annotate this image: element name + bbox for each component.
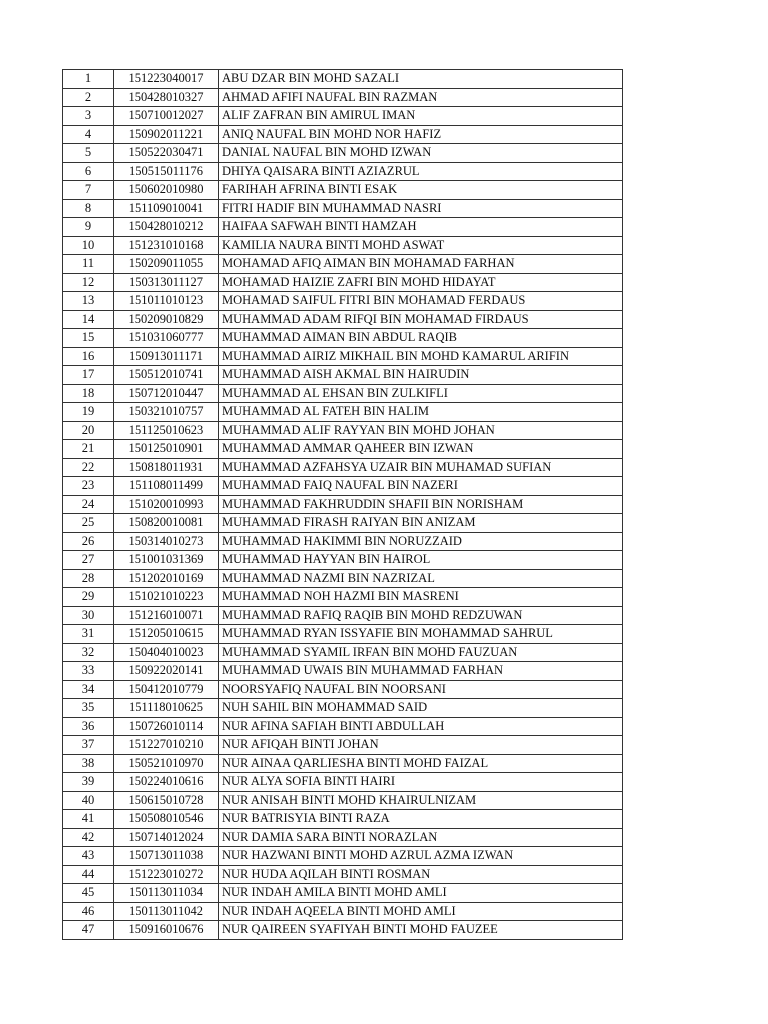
student-id-cell: 150321010757 xyxy=(114,403,219,422)
table-row xyxy=(63,662,623,681)
student-name-cell: NUR AFIQAH BINTI JOHAN xyxy=(219,736,623,755)
student-id-cell: 150113011034 xyxy=(114,884,219,903)
table-row xyxy=(63,236,623,255)
student-name-cell: ABU DZAR BIN MOHD SAZALI xyxy=(219,70,623,89)
table-row xyxy=(63,162,623,181)
student-name-cell: MUHAMMAD HAYYAN BIN HAIROL xyxy=(219,551,623,570)
table-row xyxy=(63,884,623,903)
student-name-cell: NUR AFINA SAFIAH BINTI ABDULLAH xyxy=(219,717,623,736)
student-name-cell: NUR QAIREEN SYAFIYAH BINTI MOHD FAUZEE xyxy=(219,921,623,940)
row-number-cell: 9 xyxy=(63,218,114,237)
table-row xyxy=(63,643,623,662)
table-row xyxy=(63,699,623,718)
student-id-cell: 151223010272 xyxy=(114,865,219,884)
table-row xyxy=(63,847,623,866)
table-row xyxy=(63,625,623,644)
row-number-cell: 40 xyxy=(63,791,114,810)
table-row xyxy=(63,292,623,311)
row-number-cell: 43 xyxy=(63,847,114,866)
student-name-cell: NUR ANISAH BINTI MOHD KHAIRULNIZAM xyxy=(219,791,623,810)
student-name-cell: NUR INDAH AMILA BINTI MOHD AMLI xyxy=(219,884,623,903)
student-id-cell: 150224010616 xyxy=(114,773,219,792)
table-row xyxy=(63,532,623,551)
table-row xyxy=(63,347,623,366)
table-row xyxy=(63,70,623,89)
student-id-cell: 151118010625 xyxy=(114,699,219,718)
table-row xyxy=(63,810,623,829)
student-name-cell: NUR HUDA AQILAH BINTI ROSMAN xyxy=(219,865,623,884)
table-row xyxy=(63,921,623,940)
student-id-cell: 150726010114 xyxy=(114,717,219,736)
row-number-cell: 33 xyxy=(63,662,114,681)
student-name-cell: FARIHAH AFRINA BINTI ESAK xyxy=(219,181,623,200)
row-number-cell: 35 xyxy=(63,699,114,718)
row-number-cell: 7 xyxy=(63,181,114,200)
table-row xyxy=(63,828,623,847)
table-row xyxy=(63,551,623,570)
row-number-cell: 22 xyxy=(63,458,114,477)
student-name-cell: MUHAMMAD ADAM RIFQI BIN MOHAMAD FIRDAUS xyxy=(219,310,623,329)
row-number-cell: 34 xyxy=(63,680,114,699)
student-name-cell: MUHAMMAD AIMAN BIN ABDUL RAQIB xyxy=(219,329,623,348)
student-name-cell: NUR INDAH AQEELA BINTI MOHD AMLI xyxy=(219,902,623,921)
row-number-cell: 18 xyxy=(63,384,114,403)
row-number-cell: 27 xyxy=(63,551,114,570)
row-number-cell: 24 xyxy=(63,495,114,514)
table-row xyxy=(63,736,623,755)
table-row xyxy=(63,125,623,144)
student-name-cell: MOHAMAD SAIFUL FITRI BIN MOHAMAD FERDAUS xyxy=(219,292,623,311)
row-number-cell: 42 xyxy=(63,828,114,847)
table-row xyxy=(63,754,623,773)
row-number-cell: 31 xyxy=(63,625,114,644)
student-id-cell: 150818011931 xyxy=(114,458,219,477)
student-id-cell: 150314010273 xyxy=(114,532,219,551)
table-row xyxy=(63,477,623,496)
row-number-cell: 41 xyxy=(63,810,114,829)
student-id-cell: 150714012024 xyxy=(114,828,219,847)
student-name-cell: MUHAMMAD SYAMIL IRFAN BIN MOHD FAUZUAN xyxy=(219,643,623,662)
student-id-cell: 150209010829 xyxy=(114,310,219,329)
student-name-cell: KAMILIA NAURA BINTI MOHD ASWAT xyxy=(219,236,623,255)
student-name-cell: MUHAMMAD AIRIZ MIKHAIL BIN MOHD KAMARUL ARIFIN xyxy=(219,347,623,366)
student-id-cell: 150412010779 xyxy=(114,680,219,699)
student-id-cell: 150428010212 xyxy=(114,218,219,237)
student-id-cell: 150712010447 xyxy=(114,384,219,403)
student-id-cell: 150820010081 xyxy=(114,514,219,533)
table-row xyxy=(63,902,623,921)
student-id-cell: 151031060777 xyxy=(114,329,219,348)
student-id-cell: 151001031369 xyxy=(114,551,219,570)
student-id-cell: 150113011042 xyxy=(114,902,219,921)
student-name-cell: NUH SAHIL BIN MOHAMMAD SAID xyxy=(219,699,623,718)
student-name-cell: MUHAMMAD NOH HAZMI BIN MASRENI xyxy=(219,588,623,607)
student-name-cell: MUHAMMAD AISH AKMAL BIN HAIRUDIN xyxy=(219,366,623,385)
table-row xyxy=(63,717,623,736)
student-id-cell: 150713011038 xyxy=(114,847,219,866)
row-number-cell: 6 xyxy=(63,162,114,181)
row-number-cell: 23 xyxy=(63,477,114,496)
student-id-cell: 151202010169 xyxy=(114,569,219,588)
student-list-table xyxy=(62,69,623,940)
student-name-cell: NOORSYAFIQ NAUFAL BIN NOORSANI xyxy=(219,680,623,699)
row-number-cell: 19 xyxy=(63,403,114,422)
row-number-cell: 13 xyxy=(63,292,114,311)
table-row xyxy=(63,588,623,607)
table-row xyxy=(63,440,623,459)
student-id-cell: 150521010970 xyxy=(114,754,219,773)
student-name-cell: NUR ALYA SOFIA BINTI HAIRI xyxy=(219,773,623,792)
student-id-cell: 150209011055 xyxy=(114,255,219,274)
student-name-cell: MUHAMMAD FAIQ NAUFAL BIN NAZERI xyxy=(219,477,623,496)
table-row xyxy=(63,458,623,477)
student-name-cell: MUHAMMAD HAKIMMI BIN NORUZZAID xyxy=(219,532,623,551)
student-id-cell: 150313011127 xyxy=(114,273,219,292)
table-row xyxy=(63,199,623,218)
student-list-body xyxy=(63,70,623,940)
student-id-cell: 150615010728 xyxy=(114,791,219,810)
row-number-cell: 38 xyxy=(63,754,114,773)
row-number-cell: 14 xyxy=(63,310,114,329)
row-number-cell: 16 xyxy=(63,347,114,366)
student-name-cell: MUHAMMAD AMMAR QAHEER BIN IZWAN xyxy=(219,440,623,459)
row-number-cell: 47 xyxy=(63,921,114,940)
row-number-cell: 5 xyxy=(63,144,114,163)
student-name-cell: NUR BATRISYIA BINTI RAZA xyxy=(219,810,623,829)
student-id-cell: 151108011499 xyxy=(114,477,219,496)
row-number-cell: 45 xyxy=(63,884,114,903)
student-id-cell: 151216010071 xyxy=(114,606,219,625)
student-name-cell: MUHAMMAD RYAN ISSYAFIE BIN MOHAMMAD SAHRUL xyxy=(219,625,623,644)
table-row xyxy=(63,791,623,810)
student-id-cell: 150512010741 xyxy=(114,366,219,385)
student-name-cell: MUHAMMAD RAFIQ RAQIB BIN MOHD REDZUWAN xyxy=(219,606,623,625)
student-name-cell: MUHAMMAD AL FATEH BIN HALIM xyxy=(219,403,623,422)
student-name-cell: NUR DAMIA SARA BINTI NORAZLAN xyxy=(219,828,623,847)
student-id-cell: 150602010980 xyxy=(114,181,219,200)
table-row xyxy=(63,144,623,163)
row-number-cell: 17 xyxy=(63,366,114,385)
student-id-cell: 151011010123 xyxy=(114,292,219,311)
student-name-cell: FITRI HADIF BIN MUHAMMAD NASRI xyxy=(219,199,623,218)
row-number-cell: 2 xyxy=(63,88,114,107)
row-number-cell: 39 xyxy=(63,773,114,792)
student-name-cell: MUHAMMAD FIRASH RAIYAN BIN ANIZAM xyxy=(219,514,623,533)
table-row xyxy=(63,384,623,403)
table-row xyxy=(63,218,623,237)
row-number-cell: 21 xyxy=(63,440,114,459)
student-name-cell: AHMAD AFIFI NAUFAL BIN RAZMAN xyxy=(219,88,623,107)
student-name-cell: MUHAMMAD UWAIS BIN MUHAMMAD FARHAN xyxy=(219,662,623,681)
student-id-cell: 151205010615 xyxy=(114,625,219,644)
student-name-cell: ANIQ NAUFAL BIN MOHD NOR HAFIZ xyxy=(219,125,623,144)
student-name-cell: NUR AINAA QARLIESHA BINTI MOHD FAIZAL xyxy=(219,754,623,773)
student-name-cell: MOHAMAD HAIZIE ZAFRI BIN MOHD HIDAYAT xyxy=(219,273,623,292)
table-row xyxy=(63,606,623,625)
student-id-cell: 151223040017 xyxy=(114,70,219,89)
table-row xyxy=(63,88,623,107)
table-row xyxy=(63,569,623,588)
student-id-cell: 150902011221 xyxy=(114,125,219,144)
table-row xyxy=(63,366,623,385)
table-row xyxy=(63,403,623,422)
row-number-cell: 30 xyxy=(63,606,114,625)
student-id-cell: 150515011176 xyxy=(114,162,219,181)
row-number-cell: 12 xyxy=(63,273,114,292)
row-number-cell: 11 xyxy=(63,255,114,274)
student-id-cell: 150428010327 xyxy=(114,88,219,107)
table-row xyxy=(63,273,623,292)
row-number-cell: 4 xyxy=(63,125,114,144)
student-id-cell: 151020010993 xyxy=(114,495,219,514)
row-number-cell: 20 xyxy=(63,421,114,440)
student-name-cell: ALIF ZAFRAN BIN AMIRUL IMAN xyxy=(219,107,623,126)
table-row xyxy=(63,514,623,533)
student-id-cell: 151227010210 xyxy=(114,736,219,755)
student-name-cell: DANIAL NAUFAL BIN MOHD IZWAN xyxy=(219,144,623,163)
student-name-cell: NUR HAZWANI BINTI MOHD AZRUL AZMA IZWAN xyxy=(219,847,623,866)
row-number-cell: 15 xyxy=(63,329,114,348)
student-name-cell: MOHAMAD AFIQ AIMAN BIN MOHAMAD FARHAN xyxy=(219,255,623,274)
student-id-cell: 151231010168 xyxy=(114,236,219,255)
row-number-cell: 26 xyxy=(63,532,114,551)
row-number-cell: 36 xyxy=(63,717,114,736)
row-number-cell: 29 xyxy=(63,588,114,607)
table-row xyxy=(63,310,623,329)
student-id-cell: 150913011171 xyxy=(114,347,219,366)
row-number-cell: 3 xyxy=(63,107,114,126)
student-name-cell: MUHAMMAD ALIF RAYYAN BIN MOHD JOHAN xyxy=(219,421,623,440)
row-number-cell: 32 xyxy=(63,643,114,662)
table-row xyxy=(63,421,623,440)
row-number-cell: 44 xyxy=(63,865,114,884)
student-name-cell: MUHAMMAD AL EHSAN BIN ZULKIFLI xyxy=(219,384,623,403)
table-row xyxy=(63,865,623,884)
student-name-cell: DHIYA QAISARA BINTI AZIAZRUL xyxy=(219,162,623,181)
student-id-cell: 150404010023 xyxy=(114,643,219,662)
student-id-cell: 150922020141 xyxy=(114,662,219,681)
student-id-cell: 150916010676 xyxy=(114,921,219,940)
row-number-cell: 37 xyxy=(63,736,114,755)
table-row xyxy=(63,181,623,200)
row-number-cell: 46 xyxy=(63,902,114,921)
student-id-cell: 151125010623 xyxy=(114,421,219,440)
student-id-cell: 151109010041 xyxy=(114,199,219,218)
student-name-cell: MUHAMMAD FAKHRUDDIN SHAFII BIN NORISHAM xyxy=(219,495,623,514)
row-number-cell: 1 xyxy=(63,70,114,89)
row-number-cell: 25 xyxy=(63,514,114,533)
student-name-cell: MUHAMMAD AZFAHSYA UZAIR BIN MUHAMAD SUFIAN xyxy=(219,458,623,477)
table-row xyxy=(63,495,623,514)
table-row xyxy=(63,680,623,699)
student-id-cell: 150522030471 xyxy=(114,144,219,163)
row-number-cell: 8 xyxy=(63,199,114,218)
table-row xyxy=(63,107,623,126)
student-name-cell: HAIFAA SAFWAH BINTI HAMZAH xyxy=(219,218,623,237)
student-id-cell: 150710012027 xyxy=(114,107,219,126)
table-row xyxy=(63,773,623,792)
student-name-cell: MUHAMMAD NAZMI BIN NAZRIZAL xyxy=(219,569,623,588)
student-id-cell: 151021010223 xyxy=(114,588,219,607)
student-id-cell: 150508010546 xyxy=(114,810,219,829)
student-id-cell: 150125010901 xyxy=(114,440,219,459)
row-number-cell: 28 xyxy=(63,569,114,588)
table-row xyxy=(63,255,623,274)
table-row xyxy=(63,329,623,348)
row-number-cell: 10 xyxy=(63,236,114,255)
